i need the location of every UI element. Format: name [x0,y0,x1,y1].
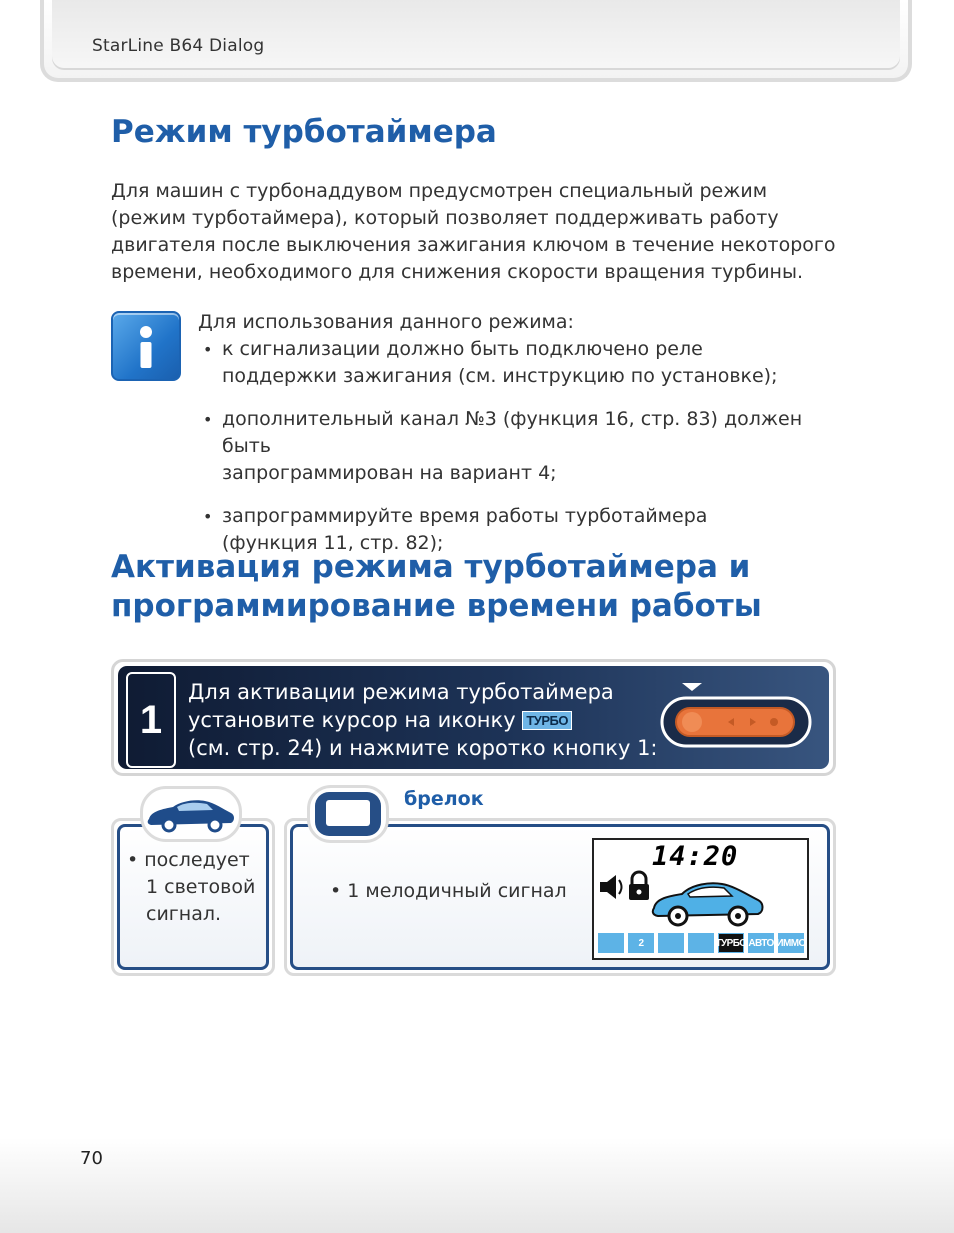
footer-band [0,1138,954,1233]
intro-line: Для машин с турбонаддувом предусмотрен специальный режим [111,180,768,202]
fob-badge [307,785,389,843]
car-badge [140,786,242,842]
list-item [203,406,843,487]
car-card-line: сигнал. [146,903,222,925]
step-line-text: установите курсор на иконку [188,708,516,732]
requirements-lead: Для использования данного режима: [198,311,574,333]
requirements-list [203,336,843,573]
list-item-line: • запрограммируйте время работы турботаймера [222,505,708,527]
step-line [188,706,658,734]
car-card-text [127,847,255,928]
document-title: StarLine B64 Dialog [92,36,265,56]
key-fob-icon [310,788,386,840]
section-title-line: Активация режима турботаймера и [111,549,751,585]
list-item-line: поддержки зажигания (см. инструкцию по установке); [222,365,778,387]
page-number: 70 [80,1148,103,1169]
step-line: Для активации режима турботаймера [188,680,614,704]
list-item-line: запрограммирован на вариант 4; [222,462,557,484]
lcd-car-icon [650,874,766,928]
list-item-line: (функция 11, стр. 82); [222,532,444,554]
intro-paragraph [111,178,851,286]
car-card-line-text: последует [144,849,250,871]
list-item-line: • к сигнализации должно быть подключено реле [222,338,703,360]
turbo-icon: ТУРБО [522,711,572,730]
fob-lcd-display [592,838,809,960]
fob-card-text-value: 1 мелодичный сигнал [347,880,567,902]
lcd-status-icons [596,870,656,904]
fob-button-1-illustration [658,678,818,758]
list-item-line: • дополнительный канал №3 (функция 16, стр. 83) должен быть [222,408,803,457]
lcd-icon-auto: АВТО [748,933,774,953]
intro-line: времени, необходимого для снижения скорости вращения турбины. [111,261,804,283]
step-number: 1 [126,672,176,768]
step-text [188,678,658,762]
lcd-icon-turbo: ТУРБО [718,933,744,953]
bullet: • [127,849,145,871]
lcd-icon-channel-2: 2 [628,933,654,953]
intro-line: двигателя после выключения зажигания ключом в течение некоторого [111,234,836,256]
step-instruction-bar [111,659,836,776]
lcd-icon-wrench [688,933,714,953]
lcd-time: 14:20 [652,841,739,872]
step-bar-background [118,666,829,769]
header-band [40,0,912,82]
lcd-function-icons [598,933,804,955]
car-card-line [127,847,255,874]
lcd-icon-immo: ИММО [778,933,804,953]
step-line: (см. стр. 24) и нажмите коротко кнопку 1: [188,736,658,760]
lcd-icon-gun [598,933,624,953]
section-title-line: программирование времени работы [111,588,762,624]
lock-icon [629,872,649,900]
header-inner [52,0,900,70]
speaker-icon [600,875,622,899]
car-icon [143,789,239,839]
fob-button-icon [658,678,818,758]
fob-label: брелок [404,788,484,810]
section-title-activation [111,548,871,626]
list-item [203,336,843,390]
intro-line: (режим турботаймера), который позволяет поддерживать работу [111,207,779,229]
lcd-icon-fan [658,933,684,953]
car-card-line: 1 световой [146,876,256,898]
fob-card-text [330,878,567,905]
bullet: • [330,880,348,902]
section-title-turbotimer: Режим турботаймера [111,114,497,150]
info-icon [111,311,181,381]
